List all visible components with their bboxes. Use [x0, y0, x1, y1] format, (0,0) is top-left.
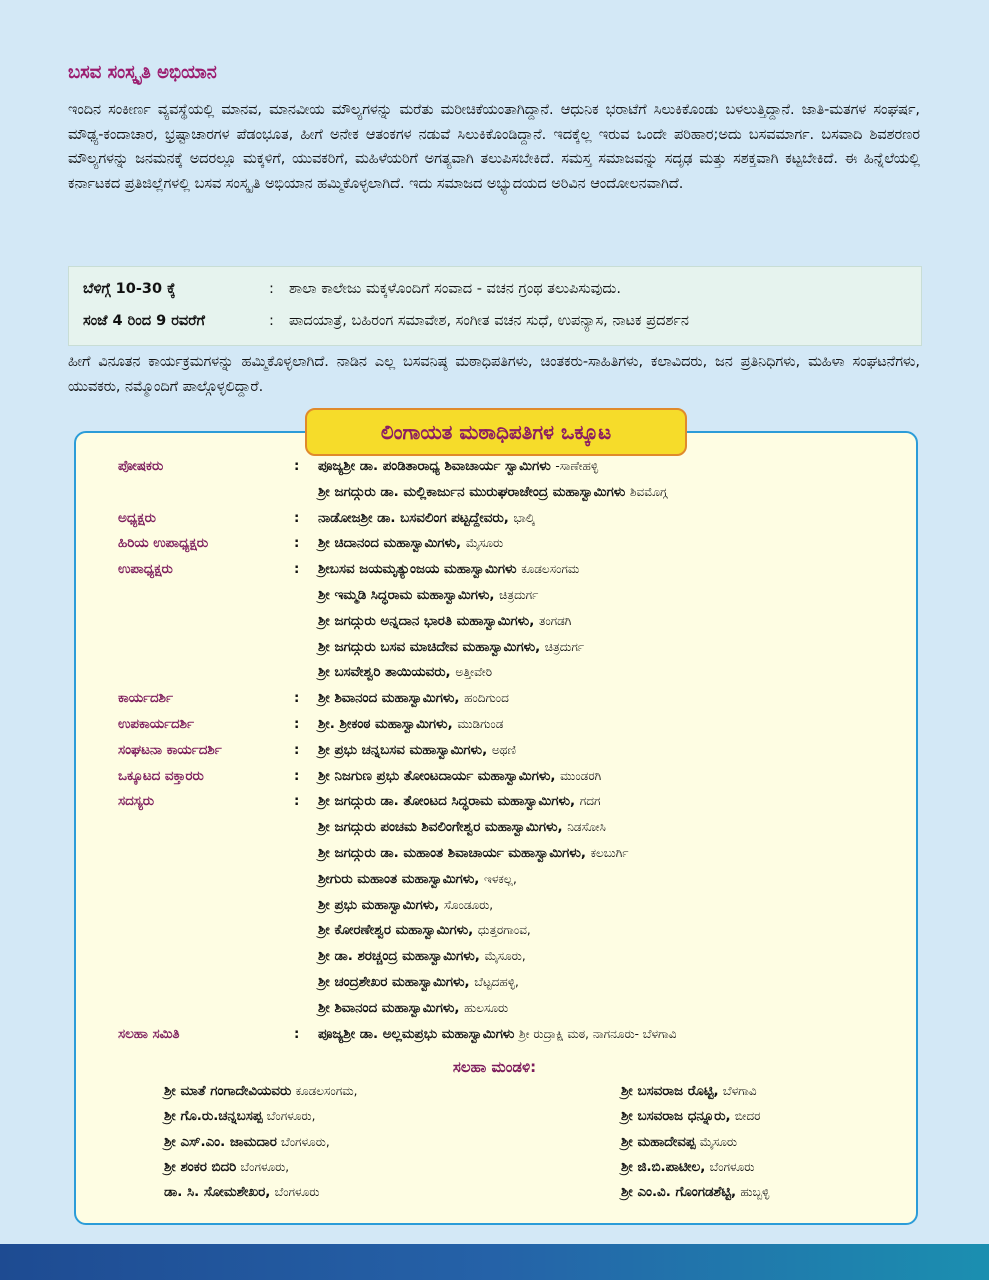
org-member-name: ಶ್ರೀ ಚಂದ್ರಶೇಖರ ಮಹಾಸ್ವಾಮಿಗಳು,: [318, 974, 470, 990]
org-member-name: ಶ್ರೀ ಕೋರಣೇಶ್ವರ ಮಹಾಸ್ವಾಮಿಗಳು,: [318, 923, 474, 939]
org-role: ಸದಸ್ಯರು: [118, 794, 155, 810]
org-member: [318, 614, 571, 629]
org-member-place: ಚಿತ್ರದುರ್ಗ: [499, 587, 539, 602]
org-member: [318, 794, 601, 809]
org-member-place: ತಂಗಡಗಿ: [538, 613, 572, 628]
org-member: [318, 511, 535, 526]
org-member-name: ಶ್ರೀ ನಿಜಗುಣ ಪ್ರಭು ತೋಂಟದಾರ್ಯ ಮಹಾಸ್ವಾಮಿಗಳು,: [318, 768, 556, 784]
org-colon: :: [294, 768, 300, 784]
org-member-place: ಧುತ್ತರಗಾಂವ,: [477, 923, 531, 938]
org-row: [118, 740, 878, 766]
org-member-place: ಮುಡಿಗುಂಡ: [457, 716, 504, 731]
schedule-time: ಸಂಜೆ 4 ರಿಂದ 9 ರವರೆಗೆ: [83, 313, 205, 329]
org-member-name: ಶ್ರೀ ಜಗದ್ಗುರು ಡಾ. ತೋಂಟದ ಸಿದ್ಧರಾಮ ಮಹಾಸ್ವಾಮಿಗಳು,: [318, 794, 576, 810]
org-member-place: ಮೈಸೂರು,: [484, 949, 526, 964]
org-member-place: ಅತ್ತೀವೇರಿ: [455, 665, 493, 680]
org-member-name: ಶ್ರೀ ಪ್ರಭು ಚನ್ನಬಸವ ಮಹಾಸ್ವಾಮಿಗಳು,: [318, 742, 488, 758]
org-row: [118, 585, 878, 611]
org-member-place: -ಸಾಣೇಹಳ್ಳಿ: [555, 459, 599, 473]
council-member-place: ಬೆಂಗಳೂರು: [274, 1185, 320, 1200]
council-member-name: ಡಾ. ಸಿ. ಸೋಮಶೇಖರ,: [164, 1185, 271, 1201]
council-member: [621, 1160, 901, 1185]
council-member-place: ಬೆಂಗಳೂರು,: [266, 1109, 316, 1124]
org-colon: :: [294, 691, 300, 707]
footer-bar: [0, 1244, 989, 1280]
council-member-place: ಬೆಂಗಳೂರು,: [240, 1159, 290, 1174]
org-colon: :: [294, 1026, 300, 1042]
org-member-name: ಶ್ರೀ ಬಸವೇಶ್ವರಿ ತಾಯಿಯವರು,: [318, 665, 451, 681]
org-role: ಸಲಹಾ ಸಮಿತಿ: [118, 1026, 180, 1042]
org-member-name: ಶ್ರೀ ಜಗದ್ಗುರು ಡಾ. ಮಹಾಂತ ಶಿವಾಚಾರ್ಯ ಮಹಾಸ್ವಾಮಿಗಳು,: [318, 845, 586, 861]
org-role: ಒಕ್ಕೂಟದ ವಕ್ತಾರರು: [118, 768, 204, 784]
org-role: ಉಪಾಧ್ಯಕ್ಷರು: [118, 562, 173, 578]
org-row: [118, 869, 878, 895]
org-member: [318, 872, 517, 887]
schedule-box: [68, 266, 922, 346]
org-row: [118, 559, 878, 585]
org-member: [318, 485, 667, 500]
org-member: [318, 665, 492, 680]
council-member-place: ಕೂಡಲಸಂಗಮ,: [295, 1084, 358, 1098]
council-member-name: ಶ್ರೀ ಬಸವರಾಜ ರೊಟ್ಟಿ,: [621, 1084, 719, 1099]
org-member: [318, 949, 526, 964]
closing-paragraph: ಹೀಗೆ ವಿನೂತನ ಕಾರ್ಯಕ್ರಮಗಳನ್ನು ಹಮ್ಮಿಕೊಳ್ಳಲಾಗಿದೆ. ನಾಡಿನ ಎಲ್ಲ ಬಸವನಿಷ್ಠ ಮಠಾಧಿಪತಿಗಳು, ಚಿಂತಕರು-ಸಾಹಿತಿಗಳು, ಕಲಾವಿದರು, ಜನ ಪ್ರತಿನಿಧಿಗಳು, ಮಹಿಳಾ ಸಂಘಟನೆಗಳು, ಯುವಕರು, ನಮ್ಮೊಂದಿಗೆ ಪಾಲ್ಗೊಳ್ಳಲಿದ್ದಾರೆ.: [68, 354, 920, 395]
org-member-place: ಮುಂಡರಗಿ: [560, 768, 602, 783]
org-member: [318, 743, 516, 758]
org-row: [118, 508, 878, 534]
org-row: [118, 714, 878, 740]
org-member-place: ಅಥಣಿ: [491, 742, 516, 757]
council-member-name: ಶ್ರೀ ಶಂಕರ ಬಿದರಿ: [164, 1159, 237, 1175]
org-member-place: ಕೂಡಲಸಂಗಮ: [521, 562, 580, 577]
org-member-place: ಕಲಬುರ್ಗಿ: [590, 845, 629, 860]
org-row: [118, 662, 878, 688]
council-title: ಸಲಹಾ ಮಂಡಳಿ:: [452, 1058, 537, 1076]
org-member-place: ಭಾಲ್ಕಿ: [513, 510, 535, 525]
org-member: [318, 459, 598, 474]
org-member: [318, 691, 509, 706]
org-role: ಕಾರ್ಯದರ್ಶಿ: [118, 691, 173, 707]
org-colon: :: [294, 562, 300, 578]
org-member: [318, 769, 601, 784]
council-member-place: ಬೆಂಗಳೂರು: [709, 1159, 755, 1174]
org-row: [118, 637, 878, 663]
org-member-place: ಹುಲಸೂರು: [464, 1000, 509, 1015]
org-member: [318, 640, 584, 655]
org-row: [118, 791, 878, 817]
org-row: [118, 611, 878, 637]
org-member-name: ಶ್ರೀಬಸವ ಜಯಮೃತ್ಯುಂಜಯ ಮಹಾಸ್ವಾಮಿಗಳು: [318, 562, 517, 578]
org-member-place: ಇಳಕಲ್ಲ,: [484, 871, 517, 886]
council-member: [164, 1160, 584, 1185]
council-member: [621, 1185, 901, 1210]
schedule-row: [83, 313, 689, 329]
council-member-name: ಶ್ರೀ ಗೊ.ರು.ಚನ್ನಬಸಪ್ಪ: [164, 1109, 263, 1125]
org-role: ಅಧ್ಯಕ್ಷರು: [118, 510, 156, 526]
org-row: [118, 688, 878, 714]
org-row: [118, 482, 878, 508]
org-row: [118, 920, 878, 946]
org-member-place: ಶ್ರೀ ರುದ್ರಾಕ್ಷಿ ಮಠ, ನಾಗನೂರು- ಬೆಳಗಾವಿ: [519, 1026, 677, 1041]
schedule-text: ಶಾಲಾ ಕಾಲೇಜು ಮಕ್ಕಳೊಂದಿಗೆ ಸಂವಾದ - ವಚನ ಗ್ರಂಥ ತಲುಪಿಸುವುದು.: [289, 281, 621, 297]
org-colon: :: [294, 510, 300, 526]
org-member-name: ಶ್ರೀ. ಶ್ರೀಕಂಠ ಮಹಾಸ್ವಾಮಿಗಳು,: [318, 716, 453, 732]
council-member-name: ಶ್ರೀ ಎಸ್.ಎಂ. ಜಾಮದಾರ: [164, 1134, 277, 1150]
page-heading: ಬಸವ ಸಂಸ್ಕೃತಿ ಅಭಿಯಾನ: [68, 62, 217, 83]
council-member-name: ಶ್ರೀ ಎಂ.ವಿ. ಗೊಂಗಡಶೆಟ್ಟಿ,: [621, 1185, 737, 1201]
org-member-name: ಪೂಜ್ಯಶ್ರೀ ಡಾ. ಅಲ್ಲಮಪ್ರಭು ಮಹಾಸ್ವಾಮಿಗಳು: [318, 1026, 515, 1042]
org-member-place: ನಿಡಸೋಸಿ: [567, 820, 606, 835]
org-member-name: ಪೂಜ್ಯಶ್ರೀ ಡಾ. ಪಂಡಿತಾರಾಧ್ಯ ಶಿವಾಚಾರ್ಯ ಸ್ವಾಮಿಗಳು: [318, 459, 551, 474]
org-member: [318, 562, 579, 577]
org-row: [118, 998, 878, 1024]
council-member-place: ಬೆಳಗಾವಿ: [722, 1084, 757, 1098]
council-member-place: ಬೆಂಗಳೂರು,: [281, 1134, 330, 1149]
org-member-name: ಶ್ರೀ ಚಿದಾನಂದ ಮಹಾಸ್ವಾಮಿಗಳು,: [318, 536, 462, 552]
org-member-place: ಸೊಂಡೂರು,: [444, 897, 494, 912]
org-member-name: ಶ್ರೀ ಜಗದ್ಗುರು ಡಾ. ಮಲ್ಲಿಕಾರ್ಜುನ ಮುರುಘರಾಜೇಂದ್ರ ಮಹಾಸ್ವಾಮಿಗಳು: [318, 484, 626, 500]
council-member: [164, 1185, 584, 1210]
org-member: [318, 1001, 508, 1016]
schedule-row: [83, 281, 621, 297]
org-row: [118, 946, 878, 972]
org-colon: :: [294, 716, 300, 732]
org-member-name: ಶ್ರೀ ಜಗದ್ಗುರು ಪಂಚಮ ಶಿವಲಿಂಗೇಶ್ವರ ಮಹಾಸ್ವಾಮಿಗಳು,: [318, 820, 563, 836]
intro-paragraph: ಇಂದಿನ ಸಂಕೀರ್ಣ ವ್ಯವಸ್ಥೆಯಲ್ಲಿ ಮಾನವ, ಮಾನವೀಯ ಮೌಲ್ಯಗಳನ್ನು ಮರೆತು ಮರೀಚಿಕೆಯಂತಾಗಿದ್ದಾನೆ. ಆಧುನಿಕ ಭರಾಟೆಗೆ ಸಿಲುಕಿಕೊಂಡು ಬಳಲುತ್ತಿದ್ದಾನೆ. ಜಾತಿ-ಮತಗಳ ಸಂಘರ್ಷ, ಮೌಢ್ಯ-ಕಂದಾಚಾರ, ಭ್ರಷ್ಟಾಚಾರಗಳ ಪೆಡಂಭೂತ, ಹೀಗೆ ಅನೇಕ ಆತಂಕಗಳ ನಡುವೆ ಸಿಲುಕಿಕೊಂಡಿದ್ದಾನೆ. ಇದಕ್ಕೆಲ್ಲ ಇರುವ ಒಂದೇ ಪರಿಹಾರ;ಅದು ಬಸವಮಾರ್ಗ. ಬಸವಾದಿ ಶಿವಶರಣರ ಮೌಲ್ಯಗಳನ್ನು ಜನಮನಕ್ಕೆ ಅದರಲ್ಲೂ ಮಕ್ಕಳಿಗೆ, ಯುವಕರಿಗೆ, ಮಹಿಳೆಯರಿಗೆ ಅಗತ್ಯವಾಗಿ ತಲುಪಿಸಬೇಕಿದೆ. ಸಮಸ್ತ ಸಮಾಜವನ್ನು ಸದೃಢ ಮತ್ತು ಸಶಕ್ತವಾಗಿ ಕಟ್ಟಬೇಕಿದೆ. ಈ ಹಿನ್ನೆಲೆಯಲ್ಲಿ ಕರ್ನಾಟಕದ ಪ್ರತಿಜಿಲ್ಲೆಗಳಲ್ಲಿ ಬಸವ ಸಂಸ್ಕೃತಿ ಅಭಿಯಾನ ಹಮ್ಮಿಕೊಳ್ಳಲಾಗಿದೆ. ಇದು ಸಮಾಜದ ಅಭ್ಯುದಯದ ಅರಿವಿನ ಆಂದೋಲನವಾಗಿದೆ.: [68, 102, 920, 192]
org-member-name: ಶ್ರೀ ಶಿವಾನಂದ ಮಹಾಸ್ವಾಮಿಗಳು,: [318, 691, 460, 707]
org-row: [118, 1024, 878, 1050]
org-role: ಉಪಕಾರ್ಯದರ್ಶಿ: [118, 716, 194, 732]
council-member-name: ಶ್ರೀ ಜಿ.ಬಿ.ಪಾಟೀಲ,: [621, 1159, 706, 1175]
org-member-place: ಚಿತ್ರದುರ್ಗ: [544, 639, 585, 654]
org-row: [118, 533, 878, 559]
org-row: [118, 843, 878, 869]
org-row: [118, 456, 878, 482]
org-member-place: ಗದಗ: [579, 794, 601, 809]
federation-banner: ಲಿಂಗಾಯತ ಮಠಾಧಿಪತಿಗಳ ಒಕ್ಕೂಟ: [305, 408, 687, 456]
council-member-place: ಹುಬ್ಬಳ್ಳಿ: [740, 1185, 770, 1200]
org-member: [318, 1027, 676, 1042]
org-member-name: ಶ್ರೀ ಜಗದ್ಗುರು ಅನ್ನದಾನ ಭಾರತಿ ಮಹಾಸ್ವಾಮಿಗಳು,: [318, 613, 535, 629]
org-member: [318, 820, 606, 835]
org-colon: :: [294, 536, 300, 552]
council-member: [164, 1084, 584, 1109]
council-member-name: ಶ್ರೀ ಮಹಾದೇವಪ್ಪ: [621, 1134, 696, 1150]
org-role: ಪೋಷಕರು: [118, 459, 164, 474]
council-member: [164, 1135, 584, 1160]
org-row: [118, 972, 878, 998]
council-member: [621, 1109, 901, 1134]
org-member: [318, 588, 538, 603]
council-member-place: ಮೈಸೂರು: [699, 1134, 738, 1149]
org-member-name: ಶ್ರೀ ಡಾ. ಶರಚ್ಚಂದ್ರ ಮಹಾಸ್ವಾಮಿಗಳು,: [318, 949, 480, 965]
org-list: [118, 456, 878, 1049]
org-member-place: ಬೆಟ್ಟದಹಳ್ಳಿ,: [474, 974, 519, 989]
schedule-time: ಬೆಳಿಗ್ಗೆ 10-30 ಕ್ಕೆ: [83, 281, 176, 297]
org-member: [318, 846, 629, 861]
org-member: [318, 536, 503, 551]
council-member-name: ಶ್ರೀ ಮಾತೆ ಗಂಗಾದೇವಿಯವರು: [164, 1084, 292, 1099]
org-role: ಸಂಘಟನಾ ಕಾರ್ಯದರ್ಶಿ: [118, 742, 222, 758]
org-member-place: ಶಿವಮೊಗ್ಗ: [629, 484, 668, 499]
org-colon: :: [294, 742, 300, 758]
org-colon: :: [294, 794, 300, 810]
org-row: [118, 817, 878, 843]
org-member-name: ನಾಡೋಜಶ್ರೀ ಡಾ. ಬಸವಲಿಂಗ ಪಟ್ಟದ್ದೇವರು,: [318, 510, 509, 526]
org-member-name: ಶ್ರೀಗುರು ಮಹಾಂತ ಮಹಾಸ್ವಾಮಿಗಳು,: [318, 871, 480, 887]
council-member: [621, 1084, 901, 1109]
org-member: [318, 717, 503, 732]
org-member: [318, 923, 531, 938]
org-row: [118, 766, 878, 792]
council-member: [164, 1109, 584, 1134]
schedule-separator: :: [269, 313, 274, 329]
council-member-place: ಬೀದರ: [734, 1109, 761, 1124]
org-member: [318, 898, 493, 913]
schedule-text: ಪಾದಯಾತ್ರೆ, ಬಹಿರಂಗ ಸಮಾವೇಶ, ಸಂಗೀತ ವಚನ ಸುಧೆ, ಉಪನ್ಯಾಸ, ನಾಟಕ ಪ್ರದರ್ಶನ: [289, 313, 689, 329]
org-member-place: ಹಂದಿಗುಂದ: [464, 691, 509, 706]
council-member: [621, 1135, 901, 1160]
council-right-column: [621, 1084, 901, 1210]
council-left-column: [164, 1084, 584, 1210]
org-row: [118, 895, 878, 921]
org-member-name: ಶ್ರೀ ಪ್ರಭು ಮಹಾಸ್ವಾಮಿಗಳು,: [318, 897, 440, 913]
schedule-separator: :: [269, 281, 274, 297]
org-member-name: ಶ್ರೀ ಜಗದ್ಗುರು ಬಸವ ಮಾಚಿದೇವ ಮಹಾಸ್ವಾಮಿಗಳು,: [318, 639, 541, 655]
org-member: [318, 975, 519, 990]
org-member-name: ಶ್ರೀ ಇಮ್ಮಡಿ ಸಿದ್ಧರಾಮ ಮಹಾಸ್ವಾಮಿಗಳು,: [318, 587, 495, 603]
org-role: ಹಿರಿಯ ಉಪಾಧ್ಯಕ್ಷರು: [118, 536, 209, 552]
council-member-name: ಶ್ರೀ ಬಸವರಾಜ ಧನ್ನೂರು,: [621, 1109, 731, 1125]
org-member-name: ಶ್ರೀ ಶಿವಾನಂದ ಮಹಾಸ್ವಾಮಿಗಳು,: [318, 1000, 460, 1016]
org-colon: :: [294, 459, 300, 474]
org-member-place: ಮೈಸೂರು: [465, 536, 504, 551]
